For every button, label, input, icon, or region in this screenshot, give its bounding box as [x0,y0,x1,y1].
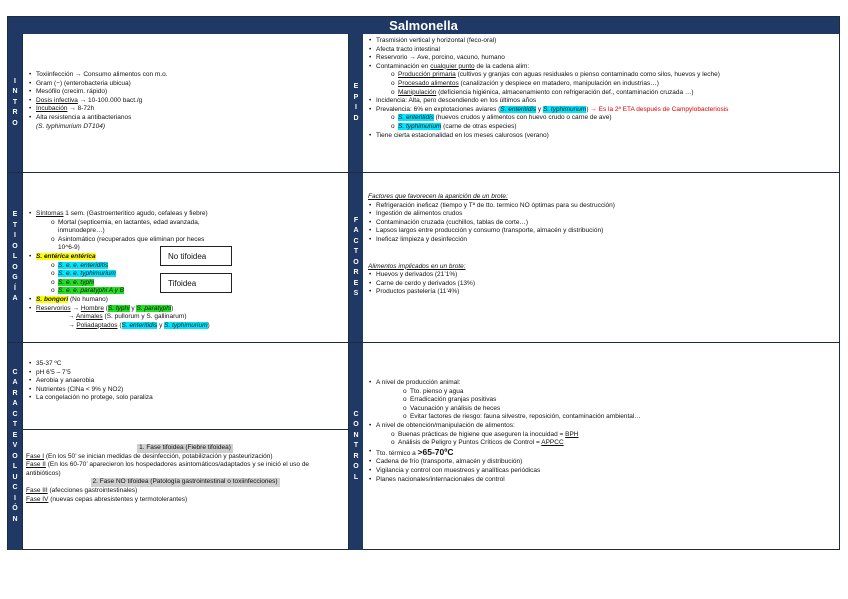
list-item: o Tto. pienso y agua [402,388,836,397]
list-item: • Trasmisión vertical y horizontal (feco-oral) [368,37,836,46]
side-label-factores [349,173,363,342]
bph-text: Buenas prácticas de higiene que aseguren la inocuidad = [398,430,564,438]
list-item: • Reservorios → Hombre (S. typhi y S. paratyphi) [28,305,344,314]
list-item: (S. typhimurium DT104) [36,122,105,130]
side-letter: E [12,211,18,219]
appcc-text: Análisis de Peligro y Puntos Críticos de Control = [398,439,540,447]
list-item: • Cadena de frío (transporte, almacén y distribución) [368,458,836,467]
side-letter: R [353,452,359,460]
fase-text: (En los 60-70’ aparecieron los hospedadores asintomáticos/adaptados y se inició el uso de antibióticos) [26,461,310,477]
spacer [368,245,836,263]
fase-label: Fase III [26,486,48,494]
list-item [390,114,836,123]
side-label-intro [8,34,22,172]
list-item: • Ingestión de alimentos crudos [368,210,836,219]
fase-no-tifoidea-heading [26,478,344,487]
list-item: • Reservorio → Ave, porcino, vacuno, humano [368,54,836,63]
list-item: • Refrigeración ineficaz (tiempo y Tª de tto. termico NO óptimas para su destrucción) [368,202,836,211]
prev-enteritidis: S. enteritidis [500,105,537,113]
stage-text: (cultivos y granjas con aguas residuales o pienso contaminado como silos, huevos y leche) [457,71,720,79]
side-letter: C [12,368,18,376]
list-item: • Lapsos largos entre producción y consumo (transporte, almacén y distribución) [368,227,836,236]
side-letter: G [12,274,18,282]
subspecies-label: S. e. e. paratyphi A y B [58,287,124,295]
conjunction: y [537,105,542,113]
subspecies-label: S. e. e. typhi [58,278,95,286]
side-letter: L [353,473,359,481]
side-letter: C [12,410,18,418]
side-letter: Í [14,284,16,292]
side-letter: N [353,431,359,439]
list-item: • Contaminación cruzada (cuchillos, tablas de corte…) [368,219,836,228]
list-item: o Vacunación y análisis de heces [402,405,836,414]
sintomas-text: 1 sem. (Gastroenteritico agudo, cefaleas y fiebre) [65,210,208,217]
fase-text: (En los 50’ se inician medidas de desinfección, potabilización y pasteurización) [45,452,273,460]
summary-sheet [7,16,840,550]
side-letter: P [353,93,359,101]
factores-heading: Factores que favorecen la aparición de un brote: [368,193,508,200]
epidemiologia-section [368,37,836,171]
stage-text: (deficiencia higiénica, almacenamiento con refrigeración def., contaminación cruzada …) [438,88,694,96]
paratyphi-label: S. paratyphi [136,304,172,312]
fase-text: (nuevas cepas abresistentes y termotolerantes) [50,495,188,503]
list-item [28,296,344,305]
contam-text: de la cadena alim: [476,62,530,70]
fase-text: (afecciones gastrointestinales) [49,486,138,494]
side-letter: O [12,452,18,460]
prev-highlight: → Es la 2ª ETA después de Campylobacteriosis [590,105,729,113]
factores-section [368,193,836,341]
side-letter: T [353,442,359,450]
enteritidis-label: S. enteritidis [121,321,158,329]
list-item: • Aerobia y anaerobia [28,377,344,386]
fase-iii [26,487,344,496]
prev-text: (huevos crudos y alimentos con huevo crudo o carne de ave) [435,114,612,122]
prev-text: (carne de otras especies) [443,122,517,130]
tto-text: Tto. térmico a [376,449,416,457]
list-item: • Tiene cierta estacionalidad en los meses calurosos (verano) [368,132,836,141]
side-letter: R [12,109,18,117]
side-letter: I [14,232,16,240]
enterica-label: S. entérica entérica [36,252,96,260]
control-section [368,379,836,549]
side-letter: I [355,104,357,111]
side-letter: O [353,421,359,429]
side-letter: C [353,237,359,245]
list-item: • Dosis infectiva → 10-100.000 bact./g [28,97,344,106]
side-letter: E [353,83,359,90]
list-item [390,71,836,80]
row-divider-1 [8,172,839,173]
poliadaptados-label: Poliadaptados [76,321,118,329]
animales-text: (S. pullorum y S. gallinarum) [104,313,187,321]
contam-underlined: cualquier punto [430,62,475,70]
side-letter: V [12,442,18,450]
side-letter: L [12,253,18,261]
bongori-label: S. bongori [36,295,69,303]
stage-text: (canalización y despiece en matadero, manipulación en industrias…) [460,79,659,87]
subspecies-label: S. e. e. enteriditis [58,261,109,269]
list-item: o Evitar factores de riesgo: fauna silvestre, reposición, contaminación ambiental… [402,413,836,422]
fase-no-tifoidea-band: 2. Fase NO tifoidea (Patología gastrointestinal o toxiinfecciones) [92,478,278,486]
list-item: • Ineficaz limpieza y desinfección [368,236,836,245]
stage-label: Procesado alimentos [398,79,459,87]
side-letter: I [14,494,16,502]
list-item: • 35-37 ºC [28,360,344,369]
side-letter: A [12,379,18,387]
side-letter: Ó [12,505,18,513]
evolucion-divider [22,429,348,430]
list-item: • pH 6’5 – 7’5 [28,369,344,378]
contam-text: Contaminación en [376,62,429,70]
typhimurium-label: S. typhimurium [164,321,208,329]
bph-acronym: BPH [565,430,579,438]
list-item: • Vigilancia y control con muestreos y analíticas periódicas [368,467,836,476]
intro-section [28,71,344,171]
list-item [390,89,836,98]
side-letter: N [12,88,18,96]
side-label-epid [349,34,363,172]
side-letter: O [12,263,18,271]
prev-text: ) [586,105,589,113]
prev-enteritidis: S. enteritidis [398,114,434,122]
side-letter: E [12,431,18,439]
side-letter: O [12,242,18,250]
row-divider-2 [8,342,839,343]
list-item: • Incubación → 8-72h [28,105,344,114]
list-item: • Nutrientes (ClNa < 9% y NO2) [28,386,344,395]
fase-i [26,453,344,462]
list-item: • Alta resistencia a antibacterianos [28,114,344,123]
list-item: • Huevos y derivados (21’1%) [368,271,836,280]
tifoidea-box: Tifoidea [160,273,232,293]
list-item [390,80,836,89]
list-item: • Gram (−) (enterobacteria ubicua) [28,80,344,89]
prev-typhimurium: S. typhimurium [542,105,587,113]
list-item: • Planes nacionales/internacionales de control [368,476,836,485]
list-item [368,106,836,115]
list-item: • Toxiinfección → Consumo alimentos con m.o. [28,71,344,80]
side-letter: C [12,484,18,492]
list-item: • A nivel de producción animal: [368,379,836,388]
list-item: • Afecta tracto intestinal [368,46,836,55]
tto-temperature: >65-70ºC [417,446,454,457]
side-letter: T [12,221,18,229]
side-letter: T [353,248,359,255]
side-letter: T [12,98,18,106]
no-tifoidea-box: No tifoidea [160,246,232,266]
conjunction: y [159,321,163,329]
conjunction: y [131,304,135,312]
side-letter: A [353,227,359,234]
typhi-label: S. typhi [107,304,130,312]
sintomas-label: Síntomas [36,210,64,217]
hombre-label: Hombre [80,304,104,312]
list-item: o Erradicación granjas positivas [402,396,836,405]
side-letter: A [12,295,18,303]
appcc-acronym: APPCC [541,439,564,447]
side-letter: U [12,473,18,481]
list-item: • Incidencia: Alta, pero descendiendo en los últimos años [368,97,836,106]
fase-iv [26,496,344,505]
left-side-divider [22,34,23,550]
dosis-label: Dosis infectiva [36,96,78,104]
side-label-control [349,343,363,550]
list-item: • A nivel de obtención/manipulación de alimentos: [368,422,836,431]
bongori-text: (No humano) [69,295,108,303]
fase-label: Fase IV [26,495,49,503]
fase-ii [26,461,344,478]
animales-label: Animales [75,313,103,321]
side-label-caract-evolucion [8,343,22,550]
list-item: o Asintomático (recuperados que eliminan por heces 10^6-9) [50,236,218,253]
alimentos-heading: Alimentos implicados en un brote: [368,262,466,270]
side-letter: S [353,290,359,297]
side-letter: O [12,119,18,127]
side-letter: R [353,269,359,276]
stage-label: Manipulación [398,88,437,96]
fase-tifoidea-heading [26,444,344,453]
page-title: Salmonella [8,17,839,34]
side-letter: D [353,114,359,122]
list-item [368,63,836,72]
side-letter: O [353,258,359,266]
side-letter: E [353,279,359,287]
list-item: • Productos pastelería (11’4%) [368,288,836,297]
incubacion-label: Incubación [36,105,68,113]
side-label-etiologia [8,173,22,342]
dosis-value: 10-100.000 bact./g [88,96,143,104]
side-letter: R [12,389,18,397]
side-letter: T [12,421,18,429]
list-item [368,448,836,459]
fase-label: Fase I [26,452,45,460]
prev-text: Prevalencia: 6% en explotaciones aviares ( [376,105,501,113]
prev-typhimurium: S. typhimurium [398,122,442,130]
side-letter: F [353,216,359,224]
list-item [390,431,836,440]
list-item [390,439,836,448]
side-letter: I [14,77,16,85]
list-item: • Mesófilo (crecim. rápido) [28,88,344,97]
list-item: → Animales (S. pullorum y S. gallinarum) [68,313,187,321]
list-item: • La congelación no protege, solo paraliza [28,394,344,403]
side-letter: N [12,515,18,523]
side-letter: A [12,400,18,408]
list-item [390,123,836,132]
incubacion-value: 8-72h [77,105,95,113]
list-item: • Carne de cerdo y derivados (13%) [368,280,836,289]
list-item: o Mortal (septicemia, en lactantes, edad avanzada, inmunodepre…) [50,219,228,236]
stage-label: Producción primaria [398,71,456,79]
reservorios-label: Reservorios [36,304,71,312]
fase-tifoidea-band: 1. Fase tifoidea (Fiebre tifoidea) [139,444,231,451]
fase-label: Fase II [26,461,46,469]
list-item [28,210,344,219]
side-letter: C [353,410,359,418]
side-letter: L [12,463,18,471]
caracteristicas-section [28,360,344,430]
evolucion-section [26,444,344,549]
subspecies-label: S. e. e. typhimurium [58,270,116,278]
list-item: → Poliadaptados (S. enteritidis y S. typhimurium) [68,321,210,329]
side-letter: O [353,463,359,471]
